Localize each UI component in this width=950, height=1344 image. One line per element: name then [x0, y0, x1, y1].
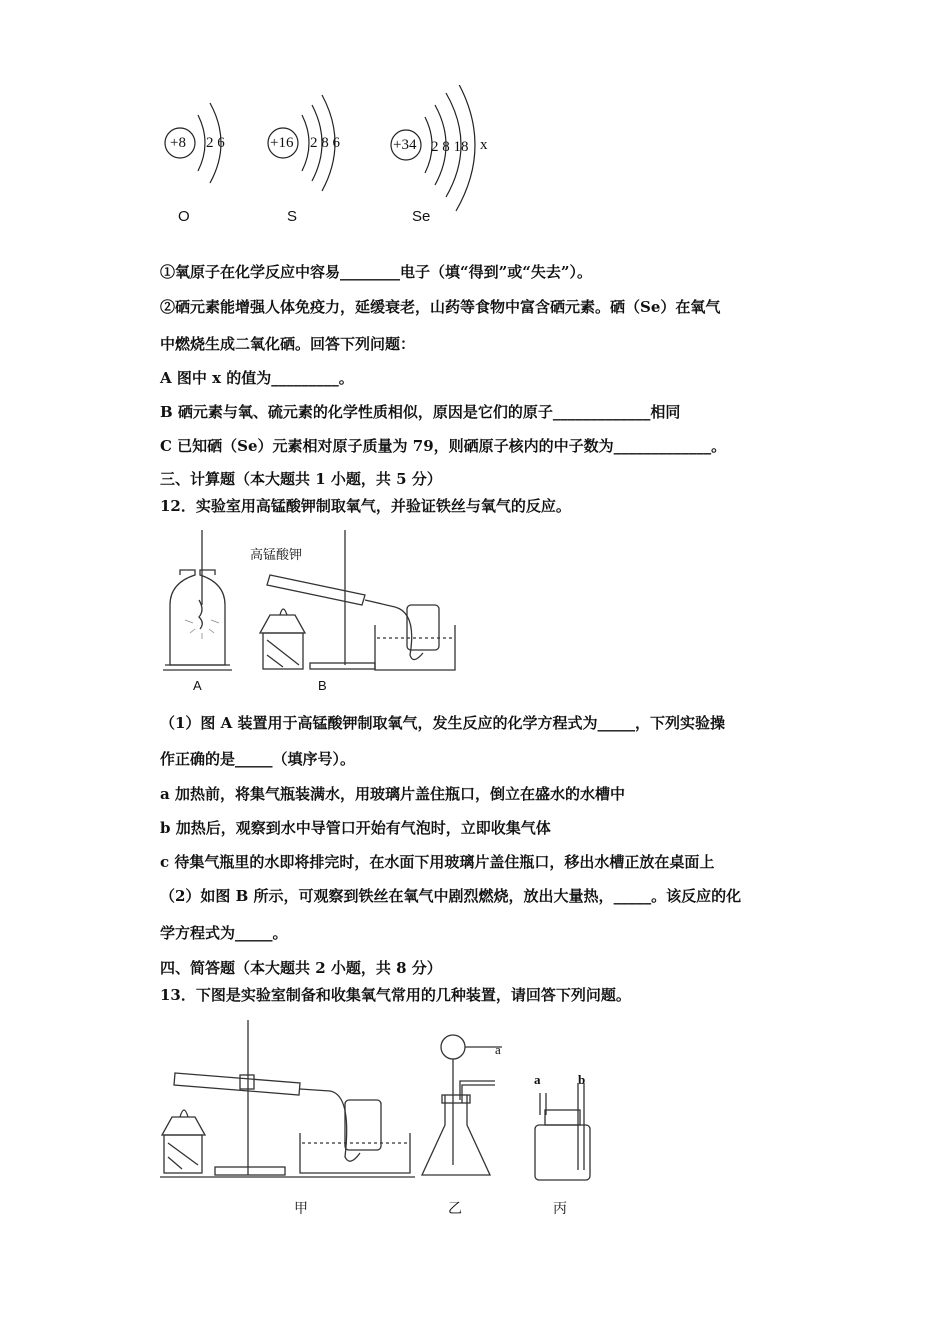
question-13-title: 13．下图是实验室制备和收集氧气常用的几种装置，请回答下列问题。: [160, 986, 631, 1004]
sulfur-symbol: S: [287, 208, 298, 225]
water-trough-jia: [300, 1133, 410, 1173]
section-heading-calc: 三、计算题（本大题共 1 小题，共 5 分）: [160, 470, 442, 488]
question-12-part-1-cont: 作正确的是_____（填序号）。: [160, 750, 356, 768]
question-line-3: 中燃烧生成二氧化硒。回答下列问题：: [160, 335, 416, 353]
question-12-part-2-cont: 学方程式为_____。: [160, 924, 288, 942]
question-12-part-2: （2）如图 B 所示，可观察到铁丝在氧气中剧烈燃烧，放出大量热，_____。该反应的化: [160, 887, 742, 905]
question-12-title: 12．实验室用高锰酸钾制取氧气，并验证铁丝与氧气的反应。: [160, 497, 571, 515]
test-tube-jia: [174, 1073, 300, 1095]
question-line-6: C 已知硒（Se）元素相对原子质量为 79，则硒原子核内的中子数为_____________。: [160, 437, 727, 455]
alcohol-lamp-jia: [162, 1117, 205, 1135]
test-tube-b: [267, 575, 365, 605]
alcohol-lamp: [260, 615, 305, 633]
figure-jia-yi-bing-apparatus: [160, 1015, 620, 1190]
figure-label-b: B: [318, 678, 327, 693]
question-line-5: B 硒元素与氧、硫元素的化学性质相似，原因是它们的原子_____________相同: [160, 403, 681, 421]
bottle-label-a: a: [534, 1072, 541, 1087]
oxygen-shells: 2 6: [206, 135, 225, 151]
bottle-label-b: b: [578, 1072, 586, 1087]
option-b: b 加热后，观察到水中导管口开始有气泡时，立即收集气体: [160, 819, 551, 837]
selenium-shells: 2 8 18: [431, 139, 469, 155]
figure-label-a: A: [193, 678, 202, 693]
water-trough: [375, 625, 455, 670]
gas-jar-a: [170, 570, 225, 665]
figure-label-bing: 丙: [553, 1201, 567, 1217]
question-line-2: ②硒元素能增强人体免疫力，延缓衰老，山药等食物中富含硒元素。硒（Se）在氧气: [160, 298, 721, 316]
figure-label-yi: 乙: [448, 1201, 462, 1217]
question-12-part-1: （1）图 A 装置用于高锰酸钾制取氧气，发生反应的化学方程式为_____，下列实验操: [160, 714, 726, 732]
figure-ab-apparatus: [155, 525, 465, 685]
separatory-funnel: [441, 1035, 465, 1059]
atom-structure-diagrams: [150, 85, 510, 235]
label-kmno4: 高锰酸钾: [250, 548, 303, 563]
question-line-4: A 图中 x 的值为_________。: [160, 369, 354, 387]
option-a: a 加热前，将集气瓶装满水，用玻璃片盖住瓶口，倒立在盛水的水槽中: [160, 785, 625, 803]
question-line-1: ①氧原子在化学反应中容易________电子（填“得到”或“失去”）。: [160, 263, 593, 281]
gas-bottle-bing: [535, 1125, 590, 1180]
oxygen-symbol: O: [178, 208, 190, 225]
oxygen-nucleus: +8: [170, 135, 186, 151]
selenium-symbol: Se: [412, 208, 431, 225]
selenium-outer-shell-x: x: [480, 137, 488, 153]
option-c: c 待集气瓶里的水即将排完时，在水面下用玻璃片盖住瓶口，移出水槽正放在桌面上: [160, 853, 715, 871]
erlenmeyer-flask: [422, 1095, 490, 1175]
sulfur-shells: 2 8 6: [310, 135, 340, 151]
funnel-label-a: a: [495, 1042, 501, 1057]
section-heading-short-answer: 四、简答题（本大题共 2 小题，共 8 分）: [160, 959, 442, 977]
selenium-nucleus: +34: [393, 137, 417, 153]
sulfur-nucleus: +16: [270, 135, 294, 151]
figure-label-jia: 甲: [294, 1201, 308, 1217]
